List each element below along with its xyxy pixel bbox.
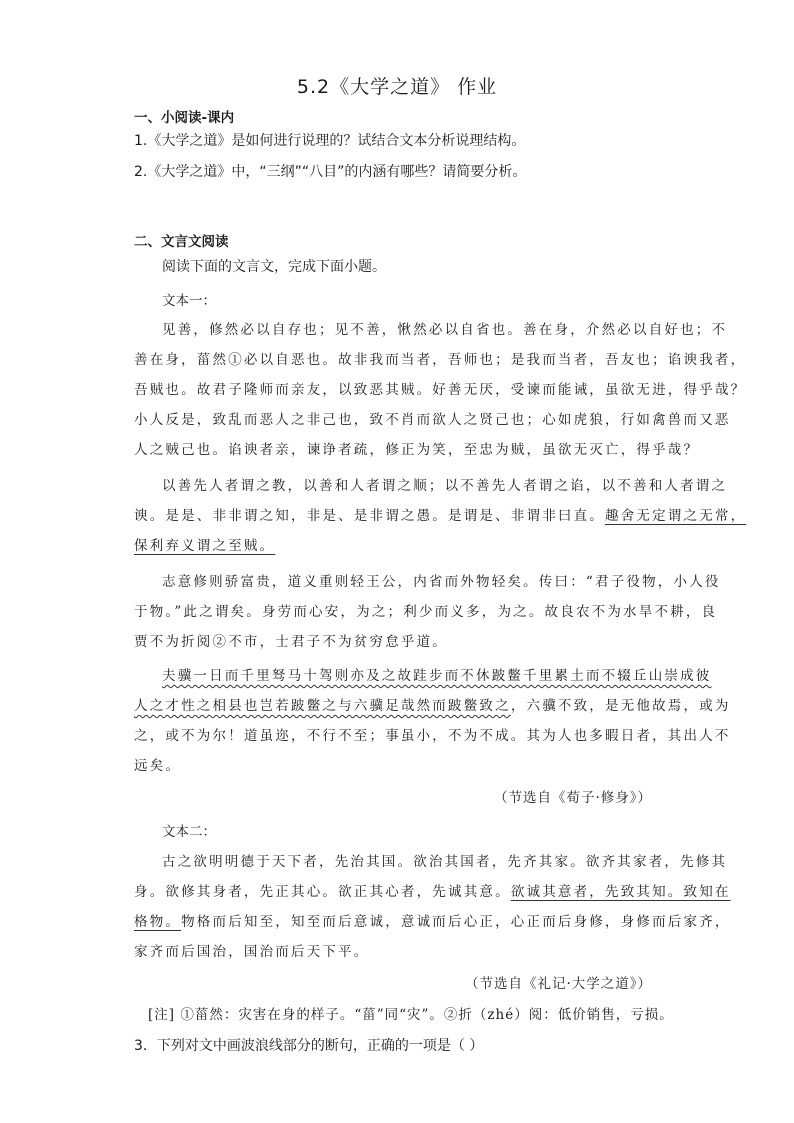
text1-line: 远矣。 (134, 758, 182, 774)
text2-line-plain: 物格而后知至，知至而后意诚，意诚而后心正，心正而后身修，身修而后家齐， (181, 914, 731, 930)
text1-line (162, 664, 712, 684)
text1-line: 人之贼己也。谄谀者亲，谏诤者疏，修正为笑，至忠为贼，虽欲无灭亡，得乎哉？ (134, 442, 700, 458)
underlined-sentence: 欲诚其意者，先致其知。致知在 (510, 884, 731, 900)
text1-line-plain: ，六骥不致，是无他故焉，或为 (510, 698, 731, 714)
text1-line: 之，或不为尔！道虽迩，不行不至；事虽小，不为不成。其为人也多暇日者，其出人不 (134, 728, 731, 744)
text1-line: 吾贼也。故君子隆师而亲友，以致恶其贼。好善无厌，受谏而能诫，虽欲无进，得乎哉？ (134, 382, 747, 398)
text1-line: 志意修则骄富贵，道义重则轻王公，内省而外物轻矣。传曰：“君子役物，小人役 (162, 574, 721, 590)
text1-line: 于物。”此之谓矣。身劳而心安，为之；利少而义多，为之。故良农不为水旱不耕，良 (134, 604, 718, 620)
section2-heading: 二、文言文阅读 (134, 234, 229, 250)
question-3: 3．下列对文中画波浪线部分的断句，正确的一项是（ ） (134, 1038, 484, 1054)
underlined-sentence: 格物。 (134, 914, 182, 930)
question-2: 2.《大学之道》中，“三纲”“八目”的内涵有哪些？请简要分析。 (134, 164, 527, 180)
text1-line (134, 694, 731, 714)
wavy-underlined-passage: 夫骥一日而千里驽马十驾则亦及之故跬步而不休跛鳖千里累土而不辍丘山崇成彼 (162, 668, 712, 684)
text1-line: 善在身，菑然①必以自恶也。故非我而当者，吾师也；是我而当者，吾友也；谄谀我者， (134, 352, 747, 368)
text1-line: 小人反是，致乱而恶人之非己也，致不肖而欲人之贤己也；心如虎狼，行如禽兽而又恶 (134, 412, 731, 428)
text1-line: 见善，修然必以自存也；见不善，愀然必以自省也。善在身，介然必以自好也；不 (162, 322, 728, 338)
text2-label: 文本二： (162, 824, 216, 840)
text1-line: 贾不为折阅②不市，士君子不为贫穷怠乎道。 (134, 634, 448, 650)
question-1: 1.《大学之道》是如何进行说理的？试结合文本分析说理结构。 (134, 133, 526, 149)
page-title: 5.2《大学之道》 作业 (296, 76, 498, 98)
text2-source: （节选自《礼记·大学之道》） (464, 976, 652, 992)
text2-line (134, 910, 731, 930)
section1-heading: 一、小阅读-课内 (134, 110, 235, 126)
footnote: [注] ①菑然：灾害在身的样子。“菑”同“灾”。②折（zhé）阅：低价销售，亏损。 (148, 1007, 674, 1023)
text1-source: （节选自《荀子·修身》） (493, 790, 652, 806)
text2-line: 古之欲明明德于天下者，先治其国。欲治其国者，先齐其家。欲齐其家者，先修其 (162, 854, 728, 870)
underlined-sentence: 趣舍无定谓之无常， (605, 508, 747, 524)
text2-line (134, 880, 731, 900)
text1-line (134, 504, 746, 524)
text1-line (134, 534, 275, 554)
underlined-sentence: 保利弃义谓之至贼。 (134, 538, 276, 554)
text2-line-plain: 身。欲修其身者，先正其心。欲正其心者，先诚其意。 (134, 884, 511, 900)
wavy-underlined-passage: 人之才性之相县也岂若跛鳖之与六骥足哉然而跛鳖致之 (134, 698, 511, 714)
text1-label: 文本一： (162, 293, 216, 309)
text2-line: 家齐而后国治，国治而后天下平。 (134, 944, 370, 960)
text1-line: 以善先人者谓之教，以善和人者谓之顺；以不善先人者谓之谄，以不善和人者谓之 (162, 478, 728, 494)
reading-instruction: 阅读下面的文言文，完成下面小题。 (162, 259, 386, 275)
text1-line-plain: 谀。是是、非非谓之知，非是、是非谓之愚。是谓是、非谓非曰直。 (134, 508, 605, 524)
